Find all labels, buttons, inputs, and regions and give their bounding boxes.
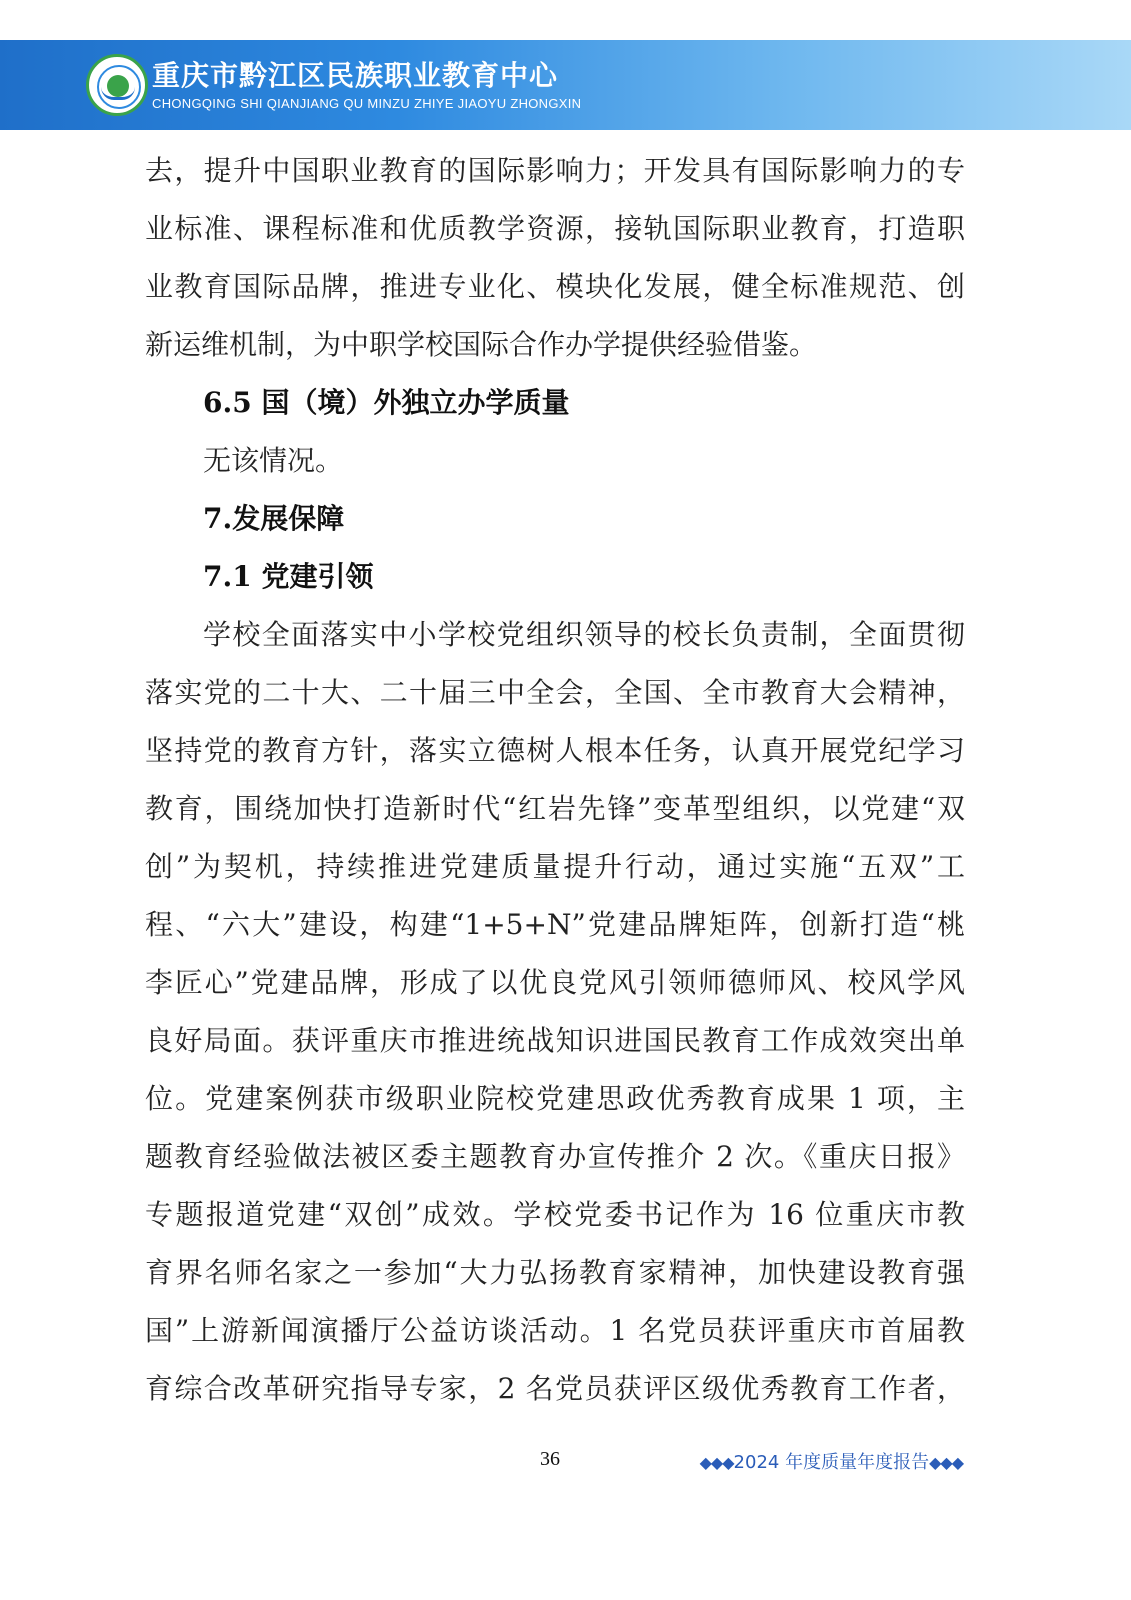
paragraph-line: 专题报道党建“双创”成效。学校党委书记作为 16 位重庆市教 — [145, 1198, 965, 1231]
diamond-icon: ◆◆◆ — [699, 1453, 734, 1472]
section-heading-7: 7.发展保障 — [203, 502, 345, 535]
school-seal-icon — [86, 54, 148, 116]
paragraph-line: 坚持党的教育方针，落实立德树人根本任务，认真开展党纪学习 — [145, 734, 965, 767]
page-header — [0, 40, 1131, 130]
diamond-icon: ◆◆◆ — [929, 1453, 963, 1472]
paragraph-line: 业教育国际品牌，推进专业化、模块化发展，健全标准规范、创 — [145, 270, 965, 303]
paragraph-line: 业标准、课程标准和优质教学资源，接轨国际职业教育，打造职 — [145, 212, 965, 245]
paragraph-line: 教育，围绕加快打造新时代“红岩先锋”变革型组织，以党建“双 — [145, 792, 965, 825]
paragraph-line: 落实党的二十大、二十届三中全会，全国、全市教育大会精神， — [145, 676, 965, 709]
paragraph-line: 李匠心”党建品牌，形成了以优良党风引领师德师风、校风学风 — [145, 966, 965, 999]
school-name-en: CHONGQING SHI QIANJIANG QU MINZU ZHIYE JIAOYU ZHONGXIN — [152, 96, 582, 111]
report-title — [700, 1448, 963, 1474]
paragraph-line: 良好局面。获评重庆市推进统战知识进国民教育工作成效突出单 — [145, 1024, 965, 1057]
page-number: 36 — [540, 1448, 560, 1470]
paragraph-line: 育界名师名家之一参加“大力弘扬教育家精神，加快建设教育强 — [145, 1256, 965, 1289]
paragraph-line: 程、“六大”建设，构建“1+5+N”党建品牌矩阵，创新打造“桃 — [145, 908, 965, 941]
paragraph-line: 创”为契机，持续推进党建质量提升行动，通过实施“五双”工 — [145, 850, 965, 883]
paragraph-line: 育综合改革研究指导专家，2 名党员获评区级优秀教育工作者， — [145, 1372, 965, 1405]
paragraph-line: 学校全面落实中小学校党组织领导的校长负责制，全面贯彻 — [203, 618, 965, 651]
paragraph-line: 新运维机制，为中职学校国际合作办学提供经验借鉴。 — [145, 328, 818, 361]
section-heading-6-5: 6.5 国（境）外独立办学质量 — [203, 386, 570, 419]
document-body — [145, 142, 965, 1418]
school-name-cn: 重庆市黔江区民族职业教育中心 — [152, 59, 559, 92]
paragraph-line: 去，提升中国职业教育的国际影响力；开发具有国际影响力的专 — [145, 154, 965, 187]
report-title-text: 2024 年度质量年度报告 — [733, 1452, 930, 1473]
paragraph-line: 无该情况。 — [203, 444, 344, 477]
section-heading-7-1: 7.1 党建引领 — [203, 560, 374, 593]
paragraph-line: 位。党建案例获市级职业院校党建思政优秀教育成果 1 项，主 — [145, 1082, 965, 1115]
paragraph-line: 题教育经验做法被区委主题教育办宣传推介 2 次。《重庆日报》 — [145, 1140, 965, 1173]
paragraph-line: 国”上游新闻演播厅公益访谈活动。1 名党员获评重庆市首届教 — [145, 1314, 965, 1347]
